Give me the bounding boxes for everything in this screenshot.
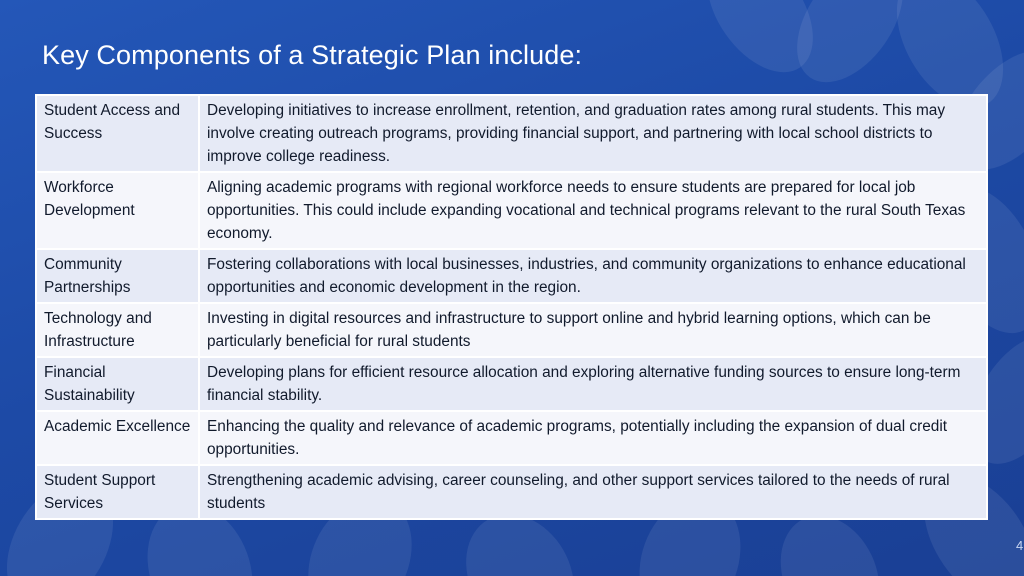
table-row	[36, 465, 987, 519]
table-row	[36, 172, 987, 249]
strategic-plan-table	[35, 94, 988, 520]
table-row	[36, 95, 987, 172]
component-category: Student Support Services	[36, 465, 199, 519]
component-category: Technology and Infrastructure	[36, 303, 199, 357]
component-category: Student Access and Success	[36, 95, 199, 172]
page-number: 4	[1016, 538, 1024, 553]
table-row	[36, 249, 987, 303]
component-category: Financial Sustainability	[36, 357, 199, 411]
component-description: Aligning academic programs with regional workforce needs to ensure students are prepared for local job opportunities. This could include expanding vocational and technical programs relevant to the rural South Texas economy.	[199, 172, 987, 249]
component-category: Workforce Development	[36, 172, 199, 249]
component-description: Investing in digital resources and infrastructure to support online and hybrid learning options, which can be particularly beneficial for rural students	[199, 303, 987, 357]
component-description: Developing plans for efficient resource allocation and exploring alternative funding sources to ensure long-term financial stability.	[199, 357, 987, 411]
component-description: Strengthening academic advising, career counseling, and other support services tailored to the needs of rural students	[199, 465, 987, 519]
slide-title: Key Components of a Strategic Plan include:	[42, 40, 583, 70]
component-category: Community Partnerships	[36, 249, 199, 303]
table-row	[36, 303, 987, 357]
component-description: Developing initiatives to increase enrollment, retention, and graduation rates among rural students. This may involve creating outreach programs, providing financial support, and partnering with local school districts to improve college readiness.	[199, 95, 987, 172]
component-description: Enhancing the quality and relevance of academic programs, potentially including the expansion of dual credit opportunities.	[199, 411, 987, 465]
table-row	[36, 357, 987, 411]
table-row	[36, 411, 987, 465]
component-description: Fostering collaborations with local businesses, industries, and community organizations to enhance educational opportunities and economic development in the region.	[199, 249, 987, 303]
component-category: Academic Excellence	[36, 411, 199, 465]
